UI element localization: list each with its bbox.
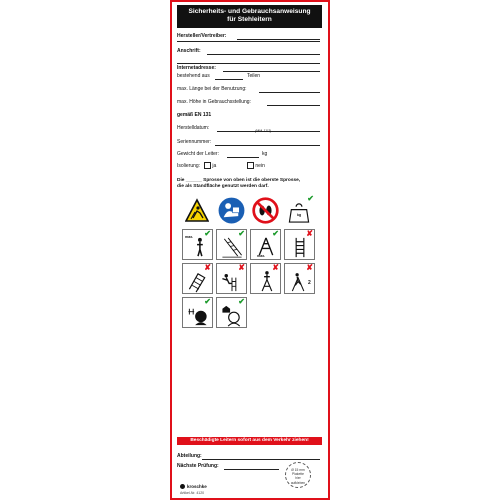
- person-house-icon: [220, 304, 244, 327]
- next-inspection-line: [224, 469, 279, 470]
- manufacturer-line: [237, 39, 320, 40]
- serial-line: [215, 145, 320, 146]
- serial-label: Seriennummer:: [177, 139, 212, 145]
- prohibited-shoes-icon: [252, 197, 279, 224]
- person-near-power-icon: [186, 304, 210, 327]
- consisting-row: [177, 72, 322, 81]
- max-height-label: max. Höhe in Gebrauchsstellung:: [177, 99, 251, 105]
- insulation-no[interactable]: [247, 162, 265, 171]
- insulation-yes-label: ja: [212, 163, 217, 169]
- risk-assessment-pictogram: [216, 297, 247, 328]
- leaning-ladder-icon: [220, 236, 244, 259]
- max-person-pictogram: [182, 229, 213, 260]
- insulation-yes-checkbox[interactable]: [204, 162, 211, 169]
- badge-line-3: hier: [295, 476, 301, 481]
- cross-icon: ✘: [306, 263, 313, 272]
- check-icon: ✔: [238, 229, 245, 238]
- max-height-row: [177, 98, 322, 107]
- damaged-ladder-warning: Beschädigte Leitern sofort aus dem Verkehr ziehen!: [177, 437, 322, 445]
- weight-line: [227, 157, 259, 158]
- header-line-2: für Stehleitern: [227, 16, 272, 23]
- check-icon: ✔: [204, 229, 211, 238]
- serial-row: [177, 138, 322, 147]
- person-on-stepladder-icon: [254, 270, 278, 293]
- badge-line-2: Plakette: [292, 472, 304, 477]
- website-label: Internetadresse:: [177, 65, 216, 71]
- label-header: [177, 5, 322, 28]
- department-label: Abteilung:: [177, 453, 202, 459]
- rung-notice-line-1: Die ______ Sprosse von oben ist die oberste Sprosse,: [177, 178, 301, 183]
- brand-name: kroschke: [187, 484, 207, 489]
- consisting-suffix: Teilen: [247, 73, 261, 79]
- manufacturer-row: [177, 32, 322, 41]
- max-length-row: [177, 85, 322, 94]
- max-label: max.: [185, 235, 194, 239]
- number-two: 2: [308, 280, 311, 286]
- badge-line-1: Ø 15 mm: [291, 468, 305, 472]
- standard-row: [177, 111, 322, 120]
- department-row: [177, 452, 322, 461]
- insulation-yes[interactable]: [204, 162, 216, 171]
- manufacture-date-label: Herstelldatum:: [177, 125, 210, 131]
- max-height-line: [267, 105, 320, 106]
- badge-line-4: aufkleben: [290, 480, 306, 485]
- weight-label: Gewicht der Leiter:: [177, 151, 219, 157]
- cross-icon: ✘: [238, 263, 245, 272]
- check-icon: ✔: [238, 297, 245, 306]
- address-line: [207, 54, 320, 55]
- person-icon: [186, 236, 210, 259]
- header-line-1: Sicherheits- und Gebrauchsanweisung: [188, 8, 311, 15]
- inspection-sticker-area: [285, 462, 311, 488]
- overreaching-person-icon: [220, 270, 244, 293]
- insulation-no-checkbox[interactable]: [247, 162, 254, 169]
- overreach-pictogram: [216, 263, 247, 294]
- toppling-ladder-pictogram: [182, 263, 213, 294]
- stepladder-max-pictogram: [250, 229, 281, 260]
- weight-kg-label: kg: [297, 213, 302, 217]
- address-label-row: [177, 47, 322, 56]
- read-manual-pictogram: [216, 195, 247, 226]
- rung-notice-line-2: die als Standfläche genutzt werden darf.: [177, 184, 269, 189]
- weight-limit-pictogram: [284, 195, 315, 226]
- max-label: max.: [257, 254, 266, 258]
- insulation-no-label: nein: [255, 163, 265, 169]
- address-label: Anschrift:: [177, 48, 201, 54]
- check-icon: ✔: [272, 229, 279, 238]
- read-manual-icon: [218, 197, 245, 224]
- weight-unit: kg: [262, 151, 268, 157]
- manufacture-date-row: [177, 124, 322, 133]
- article-number: Artikel-Nr. 4120: [180, 491, 205, 495]
- manufacturer-label: Hersteller/Vertreiber:: [177, 33, 227, 39]
- date-format-hint: (MM.JJJJ): [255, 129, 272, 133]
- max-length-line: [259, 92, 320, 93]
- ladder-angle-pictogram: [216, 229, 247, 260]
- brand-logo-icon: [180, 484, 185, 489]
- two-persons-pictogram: [284, 263, 315, 294]
- check-icon: ✔: [204, 297, 211, 306]
- rung-notice: [177, 178, 322, 190]
- weight-row: [177, 150, 322, 159]
- cross-icon: ✘: [306, 229, 313, 238]
- max-length-label: max. Länge bei der Benutzung:: [177, 86, 247, 92]
- straight-ladder-pictogram: [284, 229, 315, 260]
- insulation-label: Isolierung:: [177, 163, 201, 169]
- cross-icon: ✘: [272, 263, 279, 272]
- parts-count-line: [215, 79, 243, 80]
- no-slippery-shoes-pictogram: [250, 195, 281, 226]
- department-line: [202, 459, 320, 460]
- check-icon: ✔: [307, 194, 314, 203]
- standard-label: gemäß EN 131: [177, 112, 212, 118]
- fall-warning-icon: [185, 198, 209, 224]
- falling-ladder-icon: [186, 270, 210, 293]
- consisting-prefix: bestehend aus: [177, 73, 210, 79]
- cross-icon: ✘: [204, 263, 211, 272]
- ladder-instruction-label: [170, 0, 330, 500]
- next-inspection-label: Nächste Prüfung:: [177, 463, 219, 469]
- brand-logo: [180, 484, 207, 489]
- warning-triangle-pictogram: [182, 195, 213, 226]
- straight-ladder-icon: [288, 236, 312, 259]
- insulation-row: [177, 162, 322, 171]
- electrical-hazard-pictogram: [182, 297, 213, 328]
- top-step-standing-pictogram: [250, 263, 281, 294]
- address-blank-line: [177, 41, 320, 42]
